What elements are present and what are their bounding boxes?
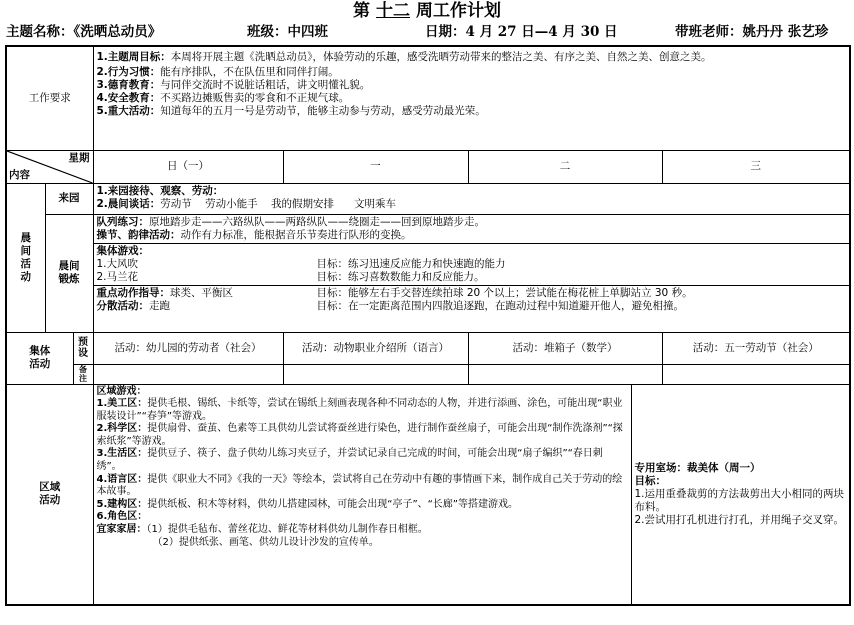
note-mon — [93, 364, 283, 384]
queue-line: 队列练习：原地踏步走——六路纵队——两路纵队——绕圈走——回到原地踏步走。 — [96, 215, 485, 228]
title-prefix: 第 — [353, 1, 370, 21]
work-item: 2.行为习惯：能有序排队，不在队伍里和同伴打闹。 — [96, 66, 339, 78]
exercise-row — [6, 214, 850, 332]
area-item: 5.建构区：提供纸板、积木等材料，供幼儿搭建园林，可能会出现“亭子”、“长廊”等搭建游戏。 — [96, 498, 518, 510]
date-range: 日期：4 月 27 日—4 月 30 日 — [425, 24, 618, 40]
exercise-content — [93, 214, 850, 332]
theme-name: 主题名称：《洗晒总动员》 — [6, 24, 162, 40]
class-name: 班级：中四班 — [247, 24, 328, 40]
activity-mon: 活动：幼儿园的劳动者（社会） — [93, 332, 283, 364]
area-item: 2.科学区：提供扇骨、蚕茧、色素等工具供幼儿尝试将蚕丝进行染色，进行制作蚕丝扇子，可能会出现“制作洗涤剂”“探索纸浆”等游戏。 — [96, 423, 623, 447]
note-thu — [662, 364, 850, 384]
special-goal: 2.尝试用打孔机进行打孔，并用绳子交叉穿。 — [634, 513, 845, 526]
work-content — [93, 46, 850, 150]
teachers: 带班老师：姚丹丹 张艺珍 — [675, 24, 829, 40]
day-wed: 二 — [468, 150, 662, 183]
area-row — [6, 384, 850, 605]
special-room — [631, 384, 850, 605]
note-label: 备注 — [73, 364, 93, 384]
talk-line: 2.晨间谈话：劳动节 劳动小能手 我的假期安排 文明乘车 — [96, 197, 397, 210]
corner-cell — [6, 150, 93, 183]
area-content — [93, 384, 631, 605]
note-wed — [468, 364, 662, 384]
work-item: 3.德育教育：与同伴交流时不说脏话粗话，讲文明懂礼貌。 — [96, 79, 371, 91]
group-plan-row — [6, 332, 850, 364]
work-row — [6, 46, 850, 150]
plan-table — [5, 45, 851, 606]
arrive-row — [6, 183, 850, 214]
arrive-content — [93, 183, 850, 214]
work-item: 5.重大活动：知道每年的五月一号是劳动节，能够主动参与劳动，感受劳动最光荣。 — [96, 105, 486, 117]
area-item: 3.生活区：提供豆子、筷子、盘子供幼儿练习夹豆子，并尝试记录自己完成的时间，可能会出现“扇子编织”“春日刺绣”。 — [96, 448, 603, 473]
day-thu: 三 — [662, 150, 850, 183]
rhythm-line: 操节、韵律活动：动作有力标准，能根据音乐节奏进行队形的变换。 — [96, 228, 412, 241]
free-activity-row: 分散活动：走跑 目标：在一定距离范围内四散追逐跑，在跑动过程中知道避开他人，避免相撞。 — [96, 299, 684, 312]
work-label: 工作要求 — [6, 46, 93, 150]
plan-label: 预设 — [73, 332, 93, 364]
role-heading: 6.角色区： — [96, 511, 148, 523]
games-heading: 集体游戏： — [96, 244, 149, 257]
title-suffix: 周工作计划 — [416, 1, 501, 21]
group-note-row — [6, 364, 850, 384]
note-tue — [283, 364, 468, 384]
day-tue: 一 — [283, 150, 468, 183]
work-item: 4.安全教育：不买路边摊贩售卖的零食和不正规气球。 — [96, 92, 350, 104]
game-row: 2.马兰花 目标：练习喜数数能力和反应能力。 — [96, 270, 485, 283]
area-label: 区域活动 — [6, 384, 93, 605]
special-goal-key: 目标： — [634, 474, 666, 487]
arrive-line: 1.来园接待、观察、劳动： — [96, 184, 224, 197]
special-title: 专用室场：裁美体（周一） — [634, 461, 761, 474]
home-line: （2）提供纸张、画笔、供幼儿设计沙发的宣传单。 — [152, 536, 379, 548]
home-line: 宜家家居：（1）提供毛毡布、蕾丝花边、鲜花等材料供幼儿制作春日相框。 — [96, 524, 428, 536]
corner-weekday: 星期 — [68, 151, 90, 164]
page-title — [0, 1, 854, 21]
activity-wed: 活动：堆箱子（数学） — [468, 332, 662, 364]
key-action-row: 重点动作指导：球类、平衡区 目标：能够左右手交替连续拍球 20 个以上；尝试能在梅花桩上单脚站立 30 秒。 — [96, 286, 693, 299]
activity-tue: 活动：动物职业介绍所（语言） — [283, 332, 468, 364]
area-item: 4.语言区：提供《职业大不同》《我的一天》等绘本，尝试将自己在劳动中有趣的事情画下来，制作成自己关于劳动的绘本故事。 — [96, 473, 623, 498]
morning-label: 晨间活动 — [6, 183, 45, 332]
area-item: 1.美工区：提供毛根、锡纸、卡纸等，尝试在锡纸上刻画表现各种不同动态的人物，并进行添画、涂色，可能出现“职业服装设计”“春笋”等游戏。 — [96, 398, 623, 422]
week-number: 十二 — [376, 1, 410, 21]
day-mon: 日（一） — [93, 150, 283, 183]
corner-content: 内容 — [9, 168, 30, 181]
area-heading: 区域游戏： — [96, 385, 147, 397]
activity-thu: 活动：五一劳动节（社会） — [662, 332, 850, 364]
work-item: 1.主题周目标：本周将开展主题《洗晒总动员》，体验劳动的乐趣，感受洗晒劳动带来的整洁之美、有序之美、自然之美、创意之美。 — [96, 51, 712, 63]
game-row: 1.大风吹 目标：练习迅速反应能力和快速跑的能力 — [96, 257, 506, 270]
special-goal: 1.运用重叠裁剪的方法裁剪出大小相同的两块布料。 — [634, 487, 845, 513]
arrive-label: 来园 — [45, 183, 93, 214]
day-header-row — [6, 150, 850, 183]
exercise-label: 晨间锻炼 — [45, 214, 93, 332]
group-label: 集体活动 — [6, 332, 73, 384]
